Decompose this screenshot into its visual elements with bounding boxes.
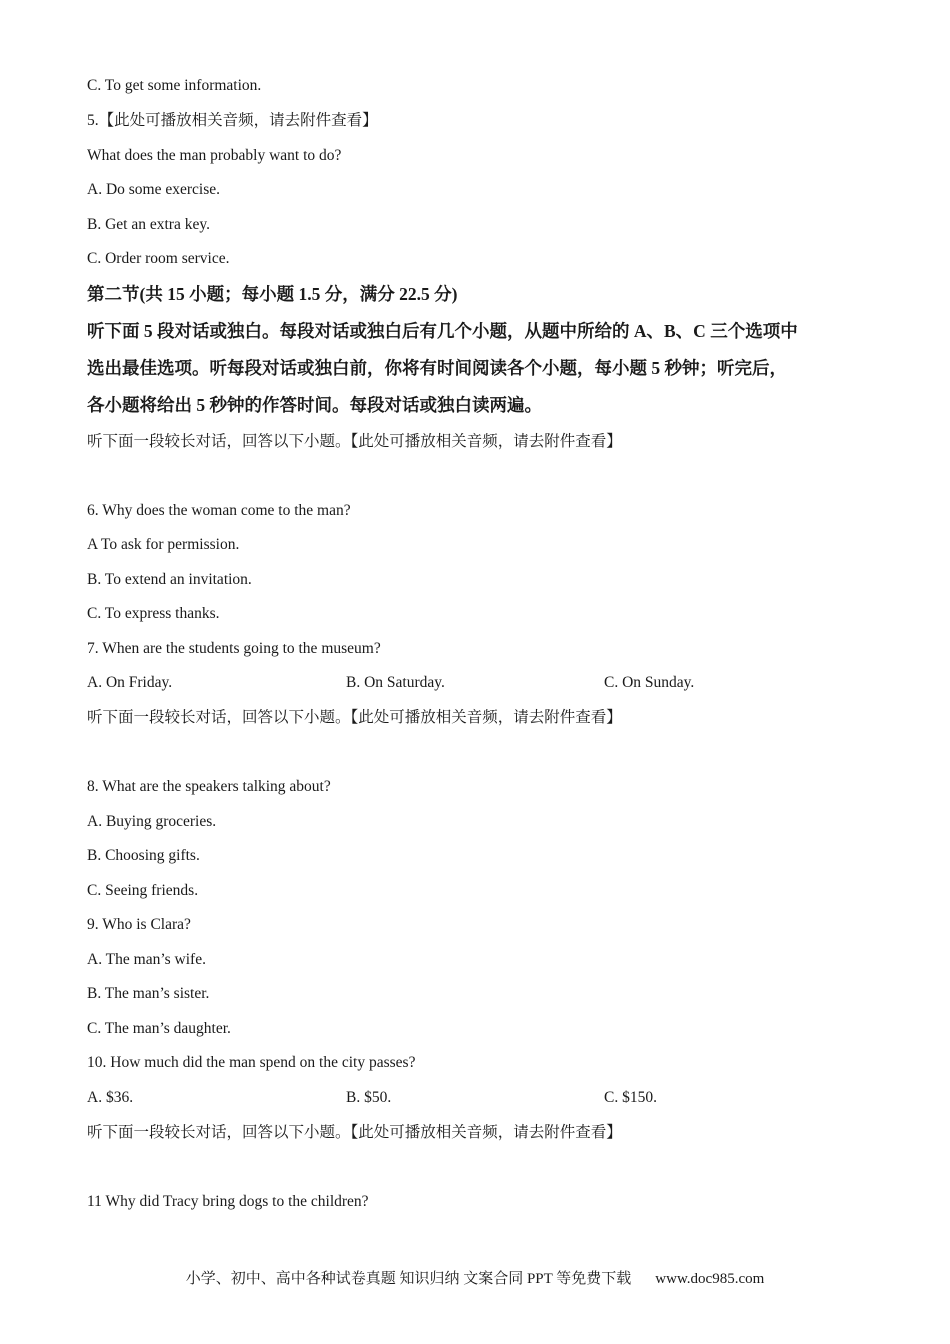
option-text: A. The man’s wife. <box>87 951 206 968</box>
section-instruction: 选出最佳选项。听每段对话或独白前，你将有时间阅读各个小题，每小题 5 秒钟；听完后， <box>87 358 787 378</box>
section-instruction: 听下面 5 段对话或独白。每段对话或独白后有几个小题，从题中所给的 A、B、C 三个选项中 <box>87 321 798 341</box>
question-text: 10. How much did the man spend on the city passes? <box>87 1054 416 1071</box>
option-text: C. The man’s daughter. <box>87 1020 231 1037</box>
option-text: B. The man’s sister. <box>87 985 210 1002</box>
option-text: C. $150. <box>604 1089 657 1106</box>
audio-placeholder: 听下面一段较长对话，回答以下小题。【此处可播放相关音频，请去附件查看】 <box>87 433 622 450</box>
question-text: 7. When are the students going to the museum? <box>87 640 381 657</box>
option-text: A. $36. <box>87 1089 134 1106</box>
option-text: C. Order room service. <box>87 250 230 267</box>
option-text: B. Choosing gifts. <box>87 847 200 864</box>
option-text: C. On Sunday. <box>604 674 695 691</box>
question-text: 6. Why does the woman come to the man? <box>87 502 351 519</box>
option-text: A. Buying groceries. <box>87 813 217 830</box>
question-text: 9. Who is Clara? <box>87 916 191 933</box>
page-footer <box>0 1269 950 1289</box>
option-text: B. Get an extra key. <box>87 216 210 233</box>
audio-placeholder: 听下面一段较长对话，回答以下小题。【此处可播放相关音频，请去附件查看】 <box>87 709 622 726</box>
option-text: A To ask for permission. <box>87 536 240 553</box>
footer-text: 小学、初中、高中各种试卷真题 知识归纳 文案合同 PPT 等免费下载 <box>185 1271 632 1287</box>
audio-placeholder: 听下面一段较长对话，回答以下小题。【此处可播放相关音频，请去附件查看】 <box>87 1124 622 1141</box>
option-text: B. On Saturday. <box>346 674 445 691</box>
question-text: 8. What are the speakers talking about? <box>87 778 331 795</box>
option-text: A. Do some exercise. <box>87 181 220 198</box>
option-text: B. $50. <box>346 1089 392 1106</box>
option-text: B. To extend an invitation. <box>87 571 252 588</box>
option-text: C. Seeing friends. <box>87 882 199 899</box>
question-text: 11 Why did Tracy bring dogs to the children? <box>87 1193 369 1210</box>
audio-placeholder: 5.【此处可播放相关音频，请去附件查看】 <box>87 112 378 129</box>
question-text: What does the man probably want to do? <box>87 147 342 164</box>
option-text: C. To express thanks. <box>87 605 220 622</box>
option-text: A. On Friday. <box>87 674 173 691</box>
section-instruction: 各小题将给出 5 秒钟的作答时间。每段对话或独白读两遍。 <box>87 395 542 415</box>
section-title: 第二节(共 15 小题；每小题 1.5 分，满分 22.5 分) <box>87 284 458 304</box>
footer-site-link[interactable]: www.doc985.com <box>655 1271 765 1287</box>
option-text: C. To get some information. <box>87 77 262 94</box>
